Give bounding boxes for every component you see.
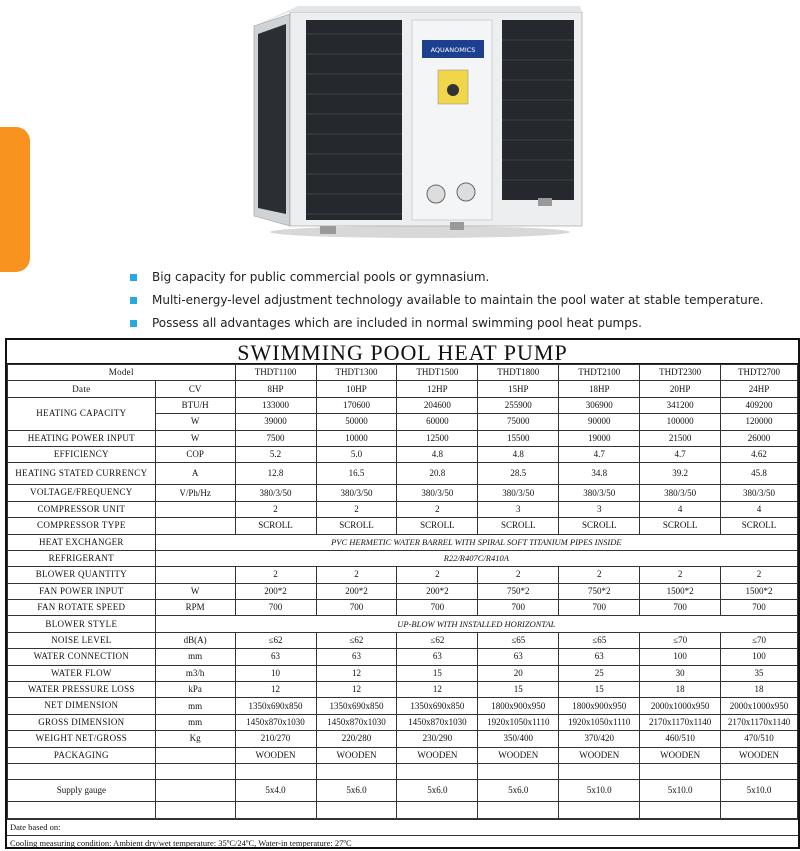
unit-cell: dB(A) [155,632,235,648]
table-cell: 460/510 [640,731,721,747]
unit-cell: Kg [155,731,235,747]
table-cell: WOODEN [235,747,316,763]
table-cell: 15 [559,682,640,698]
table-cell: 3 [478,501,559,517]
model-cell: THDT2300 [640,365,721,381]
table-cell: 700 [559,600,640,616]
row-label: Supply gauge [8,780,156,802]
table-cell: 200*2 [397,583,478,599]
heat-exchanger-value: PVC HERMETIC WATER BARREL WITH SPIRAL SOFT TITANIUM PIPES INSIDE [155,534,797,550]
table-cell: SCROLL [397,518,478,534]
table-cell: 170600 [316,397,397,413]
table-cell: 45.8 [721,463,798,485]
row-label: FAN ROTATE SPEED [8,600,156,616]
table-cell: WOODEN [721,747,798,763]
table-cell: 4.62 [721,446,798,462]
table-cell: 2 [316,567,397,583]
unit-cell: A [155,463,235,485]
table-cell: 4.8 [397,446,478,462]
table-cell: 306900 [559,397,640,413]
table-cell: 39000 [235,414,316,430]
row-label: EFFICIENCY [8,446,156,462]
table-cell: 750*2 [559,583,640,599]
table-cell: 100 [721,649,798,665]
table-cell: 380/3/50 [478,485,559,501]
table-cell: 5x6.0 [397,780,478,802]
table-cell: 230/290 [397,731,478,747]
table-cell: 24HP [721,381,798,397]
table-cell: 12HP [397,381,478,397]
empty-cell [478,802,559,818]
table-cell: 100000 [640,414,721,430]
table-cell: 21500 [640,430,721,446]
table-cell: SCROLL [721,518,798,534]
table-cell: 409200 [721,397,798,413]
table-row [8,649,798,665]
table-cell: 370/420 [559,731,640,747]
table-cell: 18HP [559,381,640,397]
unit-cell: W [155,430,235,446]
table-cell: 2 [397,501,478,517]
table-row [8,714,798,730]
table-cell: 16.5 [316,463,397,485]
table-cell: 30 [640,665,721,681]
table-row [8,600,798,616]
table-row [8,485,798,501]
feature-text: Possess all advantages which are included in normal swimming pool heat pumps. [152,316,642,330]
table-cell: 2 [235,567,316,583]
table-cell: ≤62 [316,632,397,648]
table-cell: 2 [397,567,478,583]
refrigerant-value: R22/R407C/R410A [155,550,797,566]
unit-cell: V/Ph/Hz [155,485,235,501]
bullet-square-icon [130,274,137,281]
row-label: BLOWER STYLE [8,616,156,632]
table-cell: 200*2 [316,583,397,599]
table-cell: WOODEN [478,747,559,763]
row-label: Model [8,365,236,381]
table-row [8,463,798,485]
table-cell: 1450x870x1030 [316,714,397,730]
footnote-cooling: Cooling measuring condition: Ambient dry/wet temperature: 35ºC/24ºC, Water-in temperature: 27ºC [7,835,798,851]
brand-logo: AQUANOMICS [430,46,476,54]
table-cell: SCROLL [316,518,397,534]
table-cell: 63 [478,649,559,665]
unit-cell: mm [155,698,235,714]
table-cell: 1800x900x950 [478,698,559,714]
table-cell: 380/3/50 [721,485,798,501]
row-label: WATER PRESSURE LOSS [8,682,156,698]
footnote-date: Date based on: [7,819,798,835]
table-cell: 1350x690x850 [235,698,316,714]
table-cell: 1920x1050x1110 [559,714,640,730]
table-cell: 380/3/50 [397,485,478,501]
row-label: HEATING CAPACITY [8,397,156,430]
model-cell: THDT2100 [559,365,640,381]
empty-cell [155,780,235,802]
feature-text: Multi-energy-level adjustment technology available to maintain the pool water at stable temperature. [152,293,764,307]
table-cell: 1450x870x1030 [397,714,478,730]
table-cell: 8HP [235,381,316,397]
table-cell: 20.8 [397,463,478,485]
table-cell: 35 [721,665,798,681]
table-cell: 10000 [316,430,397,446]
model-cell: THDT2700 [721,365,798,381]
table-cell: 4.8 [478,446,559,462]
table-row [8,747,798,763]
table-cell: 4.7 [640,446,721,462]
table-cell: ≤65 [478,632,559,648]
table-cell: 5x10.0 [640,780,721,802]
table-cell: 63 [397,649,478,665]
table-cell: 15500 [478,430,559,446]
table-cell: SCROLL [640,518,721,534]
model-cell: THDT1500 [397,365,478,381]
table-cell: 5.0 [316,446,397,462]
table-cell: 700 [478,600,559,616]
unit-cell: mm [155,649,235,665]
table-cell: 12 [316,665,397,681]
table-cell: 5x6.0 [316,780,397,802]
table-row [8,381,798,397]
heat-pump-product-image [250,4,590,244]
table-row [8,665,798,681]
table-cell: 200*2 [235,583,316,599]
empty-cell [316,763,397,779]
table-row [8,616,798,632]
model-cell: THDT1100 [235,365,316,381]
empty-cell [155,802,235,818]
table-cell: 2 [235,501,316,517]
table-cell: 60000 [397,414,478,430]
table-cell: SCROLL [478,518,559,534]
unit-cell: mm [155,714,235,730]
table-cell: 7500 [235,430,316,446]
table-cell: 120000 [721,414,798,430]
table-cell: 380/3/50 [640,485,721,501]
model-cell: THDT1800 [478,365,559,381]
table-cell: 63 [316,649,397,665]
table-cell: 1800x900x950 [559,698,640,714]
table-cell: 2 [559,567,640,583]
table-row [8,632,798,648]
row-label: NET DIMENSION [8,698,156,714]
empty-cell [397,763,478,779]
table-cell: 2000x1000x950 [640,698,721,714]
unit-cell: kPa [155,682,235,698]
table-row [8,550,798,566]
table-cell: 700 [235,600,316,616]
table-cell: 350/400 [478,731,559,747]
model-cell: THDT1300 [316,365,397,381]
table-cell: ≤62 [397,632,478,648]
table-cell: 15 [478,682,559,698]
row-label: NOISE LEVEL [8,632,156,648]
row-label: HEAT EXCHANGER [8,534,156,550]
table-cell: 5x6.0 [478,780,559,802]
table-cell: 1500*2 [721,583,798,599]
table-cell: 2 [721,567,798,583]
table-cell: 380/3/50 [235,485,316,501]
table-cell: 26000 [721,430,798,446]
table-cell: 4 [640,501,721,517]
empty-cell [640,802,721,818]
row-label: HEATING STATED CURRENCY [8,463,156,485]
table-row [8,780,798,802]
unit-cell: W [155,583,235,599]
row-label: Date [8,381,156,397]
empty-cell [397,802,478,818]
row-label: COMPRESSOR TYPE [8,518,156,534]
unit-cell [155,747,235,763]
unit-cell: m3/h [155,665,235,681]
unit-cell: BTU/H [155,397,235,413]
table-cell: 4.7 [559,446,640,462]
blower-style-value: UP-BLOW WITH INSTALLED HORIZONTAL [155,616,797,632]
feature-list [128,266,788,335]
bullet-square-icon [130,297,137,304]
row-label: REFRIGERANT [8,550,156,566]
empty-cell [559,802,640,818]
table-cell: 255900 [478,397,559,413]
table-cell: 5x4.0 [235,780,316,802]
table-cell: 12 [235,682,316,698]
unit-cell [155,501,235,517]
table-cell: ≤62 [235,632,316,648]
table-cell: 133000 [235,397,316,413]
table-row [8,518,798,534]
table-cell: 4 [721,501,798,517]
unit-cell [155,518,235,534]
table-cell: 90000 [559,414,640,430]
table-row [8,698,798,714]
table-cell: 1450x870x1030 [235,714,316,730]
table-cell: 5x10.0 [721,780,798,802]
row-label: FAN POWER INPUT [8,583,156,599]
table-row [8,365,798,381]
table-cell: 25 [559,665,640,681]
table-row [8,534,798,550]
unit-cell: COP [155,446,235,462]
table-cell: 28.5 [478,463,559,485]
table-cell: 380/3/50 [559,485,640,501]
empty-cell [721,802,798,818]
unit-cell: W [155,414,235,430]
table-cell: 15 [397,665,478,681]
table-cell: 75000 [478,414,559,430]
table-cell: 19000 [559,430,640,446]
table-cell: 20HP [640,381,721,397]
table-cell: SCROLL [559,518,640,534]
table-cell: 12500 [397,430,478,446]
empty-cell [640,763,721,779]
table-cell: 380/3/50 [316,485,397,501]
spec-table-title: SWIMMING POOL HEAT PUMP [7,340,798,364]
empty-cell [235,802,316,818]
row-label: COMPRESSOR UNIT [8,501,156,517]
table-cell: 12 [397,682,478,698]
table-cell: 39.2 [640,463,721,485]
table-cell: 12 [316,682,397,698]
feature-item [128,289,788,312]
table-cell: 700 [316,600,397,616]
table-cell: WOODEN [397,747,478,763]
row-label: VOLTAGE/FREQUENCY [8,485,156,501]
row-label: HEATING POWER INPUT [8,430,156,446]
table-row [8,731,798,747]
empty-cell [721,763,798,779]
table-cell: 341200 [640,397,721,413]
table-cell: 750*2 [478,583,559,599]
table-cell: 34.8 [559,463,640,485]
table-cell: SCROLL [235,518,316,534]
table-cell: 700 [640,600,721,616]
table-row [8,567,798,583]
table-cell: 210/270 [235,731,316,747]
empty-cell [8,802,156,818]
feature-item [128,266,788,289]
table-cell: 2 [478,567,559,583]
table-row [8,682,798,698]
table-cell: 18 [640,682,721,698]
table-cell: 2000x1000x950 [721,698,798,714]
row-label: WATER CONNECTION [8,649,156,665]
feature-text: Big capacity for public commercial pools or gymnasium. [152,270,490,284]
table-row [8,583,798,599]
empty-cell [155,763,235,779]
table-cell: 2170x1170x1140 [721,714,798,730]
table-cell: ≤70 [721,632,798,648]
empty-cell [8,763,156,779]
table-cell: 12.8 [235,463,316,485]
table-cell: 5.2 [235,446,316,462]
table-cell: 470/510 [721,731,798,747]
table-cell: 204600 [397,397,478,413]
table-cell: 2 [316,501,397,517]
table-cell: 10HP [316,381,397,397]
empty-cell [559,763,640,779]
feature-item [128,312,788,335]
table-cell: 1350x690x850 [397,698,478,714]
unit-cell [155,567,235,583]
table-cell: 18 [721,682,798,698]
table-cell: 2170x1170x1140 [640,714,721,730]
table-row [8,802,798,818]
table-cell: WOODEN [559,747,640,763]
table-cell: ≤70 [640,632,721,648]
bullet-square-icon [130,320,137,327]
table-row [8,446,798,462]
table-cell: 1350x690x850 [316,698,397,714]
table-cell: 2 [640,567,721,583]
unit-cell: RPM [155,600,235,616]
table-cell: WOODEN [640,747,721,763]
row-label: WEIGHT NET/GROSS [8,731,156,747]
table-row [8,501,798,517]
table-row [8,397,798,413]
table-cell: 1500*2 [640,583,721,599]
table-cell: 10 [235,665,316,681]
table-row [8,763,798,779]
table-cell: 700 [397,600,478,616]
table-cell: 15HP [478,381,559,397]
table-cell: 700 [721,600,798,616]
unit-cell: CV [155,381,235,397]
table-cell: 100 [640,649,721,665]
spec-table [7,364,798,819]
empty-cell [235,763,316,779]
table-cell: WOODEN [316,747,397,763]
row-label: BLOWER QUANTITY [8,567,156,583]
empty-cell [478,763,559,779]
row-label: GROSS DIMENSION [8,714,156,730]
row-label: PACKAGING [8,747,156,763]
orange-side-tab [0,127,30,272]
empty-cell [316,802,397,818]
table-cell: 63 [559,649,640,665]
table-cell: 1920x1050x1110 [478,714,559,730]
table-row [8,430,798,446]
table-cell: ≤65 [559,632,640,648]
table-cell: 20 [478,665,559,681]
table-cell: 5x10.0 [559,780,640,802]
table-cell: 3 [559,501,640,517]
table-cell: 63 [235,649,316,665]
spec-table-container [5,338,800,849]
row-label: WATER FLOW [8,665,156,681]
table-cell: 220/280 [316,731,397,747]
table-cell: 50000 [316,414,397,430]
